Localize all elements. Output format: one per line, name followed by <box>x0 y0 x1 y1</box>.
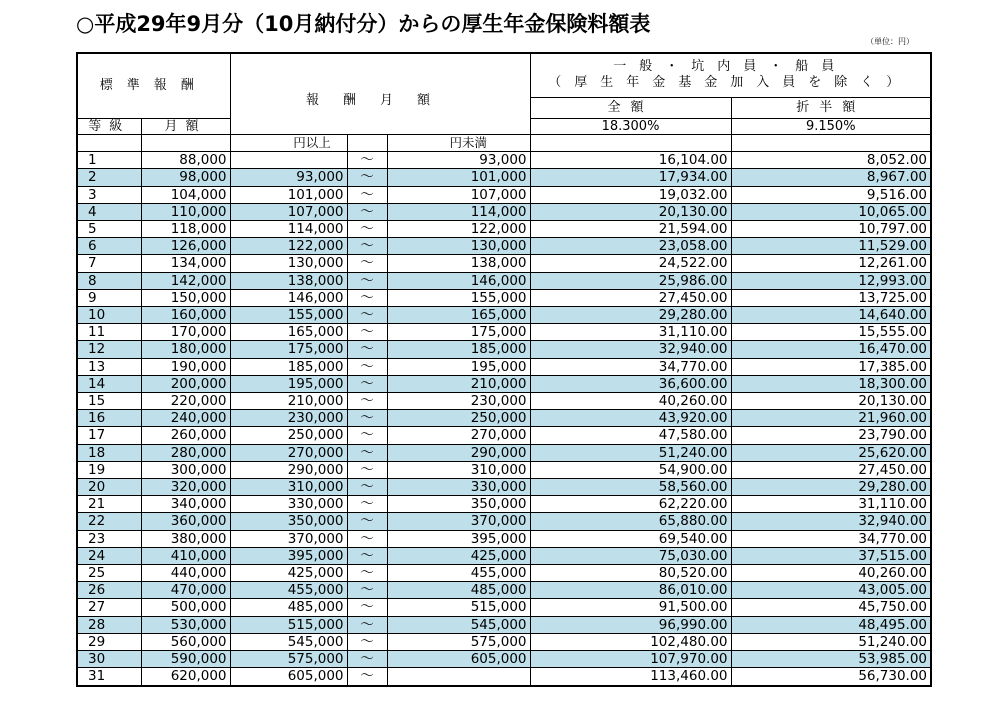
units-row <box>77 135 931 152</box>
full-premium-cell: 34,770.00 <box>530 358 731 375</box>
header-half: 折半額 <box>731 97 931 118</box>
full-premium-cell: 75,030.00 <box>530 547 731 564</box>
half-premium-cell: 45,750.00 <box>731 599 931 616</box>
tilde-cell: ～ <box>347 461 387 478</box>
full-premium-cell: 96,990.00 <box>530 616 731 633</box>
tilde-cell: ～ <box>347 547 387 564</box>
amount-cell: 560,000 <box>141 633 230 650</box>
half-premium-cell: 53,985.00 <box>731 651 931 668</box>
table-row <box>77 324 931 341</box>
amount-cell: 104,000 <box>141 186 230 203</box>
table-row <box>77 427 931 444</box>
units-full-blank <box>530 135 731 152</box>
grade-cell: 19 <box>77 461 141 478</box>
table-row <box>77 307 931 324</box>
tilde-cell: ～ <box>347 186 387 203</box>
header-category-line2: （厚生年金基金加入員を除く） <box>548 75 913 91</box>
upper-bound-cell: 545,000 <box>387 616 530 633</box>
grade-cell: 2 <box>77 169 141 186</box>
table-row <box>77 289 931 306</box>
header-monthly-range: 報酬月額 <box>230 53 530 135</box>
amount-cell: 380,000 <box>141 530 230 547</box>
table-row <box>77 599 931 616</box>
tilde-cell: ～ <box>347 530 387 547</box>
full-premium-cell: 43,920.00 <box>530 410 731 427</box>
amount-cell: 118,000 <box>141 221 230 238</box>
table-row <box>77 616 931 633</box>
upper-bound-cell: 93,000 <box>387 152 530 169</box>
tilde-cell: ～ <box>347 375 387 392</box>
full-premium-cell: 58,560.00 <box>530 479 731 496</box>
lower-bound-cell: 146,000 <box>230 289 347 306</box>
tilde-cell: ～ <box>347 203 387 220</box>
tilde-cell: ～ <box>347 479 387 496</box>
table-row <box>77 444 931 461</box>
page-title: ○平成29年9月分（10月納付分）からの厚生年金保険料額表 <box>76 12 651 36</box>
grade-cell: 16 <box>77 410 141 427</box>
lower-bound-cell: 165,000 <box>230 324 347 341</box>
header-half-rate: 9.150% <box>731 119 931 135</box>
grade-cell: 10 <box>77 307 141 324</box>
full-premium-cell: 25,986.00 <box>530 272 731 289</box>
table-row <box>77 461 931 478</box>
amount-cell: 240,000 <box>141 410 230 427</box>
half-premium-cell: 27,450.00 <box>731 461 931 478</box>
table-row <box>77 633 931 650</box>
lower-bound-cell: 515,000 <box>230 616 347 633</box>
half-premium-cell: 13,725.00 <box>731 289 931 306</box>
header-full: 全額 <box>530 97 731 118</box>
grade-cell: 8 <box>77 272 141 289</box>
upper-bound-cell: 101,000 <box>387 169 530 186</box>
upper-bound-cell: 605,000 <box>387 651 530 668</box>
table-row <box>77 496 931 513</box>
half-premium-cell: 8,052.00 <box>731 152 931 169</box>
upper-bound-cell: 146,000 <box>387 272 530 289</box>
grade-cell: 31 <box>77 668 141 686</box>
units-grade-blank <box>77 135 141 152</box>
amount-cell: 620,000 <box>141 668 230 686</box>
amount-cell: 260,000 <box>141 427 230 444</box>
grade-cell: 14 <box>77 375 141 392</box>
upper-bound-cell: 175,000 <box>387 324 530 341</box>
amount-cell: 410,000 <box>141 547 230 564</box>
tilde-cell: ～ <box>347 169 387 186</box>
grade-cell: 20 <box>77 479 141 496</box>
grade-cell: 24 <box>77 547 141 564</box>
table-row <box>77 582 931 599</box>
upper-bound-cell: 114,000 <box>387 203 530 220</box>
table-row <box>77 272 931 289</box>
upper-bound-cell: 290,000 <box>387 444 530 461</box>
full-premium-cell: 19,032.00 <box>530 186 731 203</box>
lower-bound-cell: 175,000 <box>230 341 347 358</box>
upper-bound-cell: 370,000 <box>387 513 530 530</box>
half-premium-cell: 18,300.00 <box>731 375 931 392</box>
tilde-cell: ～ <box>347 427 387 444</box>
amount-cell: 530,000 <box>141 616 230 633</box>
full-premium-cell: 113,460.00 <box>530 668 731 686</box>
lower-bound-cell: 310,000 <box>230 479 347 496</box>
upper-bound-cell: 165,000 <box>387 307 530 324</box>
amount-cell: 470,000 <box>141 582 230 599</box>
lower-bound-cell: 290,000 <box>230 461 347 478</box>
upper-unit-label: 円未満 <box>387 135 530 152</box>
table-row <box>77 668 931 686</box>
full-premium-cell: 102,480.00 <box>530 633 731 650</box>
upper-bound-cell: 130,000 <box>387 238 530 255</box>
full-premium-cell: 32,940.00 <box>530 341 731 358</box>
grade-cell: 12 <box>77 341 141 358</box>
units-amount-blank <box>141 135 230 152</box>
half-premium-cell: 48,495.00 <box>731 616 931 633</box>
amount-cell: 590,000 <box>141 651 230 668</box>
upper-bound-cell: 195,000 <box>387 358 530 375</box>
upper-bound-cell: 575,000 <box>387 633 530 650</box>
full-premium-cell: 20,130.00 <box>530 203 731 220</box>
full-premium-cell: 17,934.00 <box>530 169 731 186</box>
lower-bound-cell: 122,000 <box>230 238 347 255</box>
grade-cell: 5 <box>77 221 141 238</box>
table-row <box>77 203 931 220</box>
half-premium-cell: 43,005.00 <box>731 582 931 599</box>
tilde-cell: ～ <box>347 599 387 616</box>
tilde-cell: ～ <box>347 651 387 668</box>
tilde-cell: ～ <box>347 341 387 358</box>
grade-cell: 15 <box>77 393 141 410</box>
full-premium-cell: 40,260.00 <box>530 393 731 410</box>
grade-cell: 1 <box>77 152 141 169</box>
half-premium-cell: 12,993.00 <box>731 272 931 289</box>
tilde-cell: ～ <box>347 152 387 169</box>
upper-bound-cell: 138,000 <box>387 255 530 272</box>
upper-bound-cell: 395,000 <box>387 530 530 547</box>
half-premium-cell: 16,470.00 <box>731 341 931 358</box>
lower-bound-cell: 210,000 <box>230 393 347 410</box>
tilde-cell: ～ <box>347 513 387 530</box>
tilde-cell: ～ <box>347 393 387 410</box>
amount-cell: 88,000 <box>141 152 230 169</box>
lower-bound-cell: 350,000 <box>230 513 347 530</box>
lower-bound-cell: 101,000 <box>230 186 347 203</box>
lower-bound-cell: 575,000 <box>230 651 347 668</box>
full-premium-cell: 107,970.00 <box>530 651 731 668</box>
table-row <box>77 547 931 564</box>
tilde-cell: ～ <box>347 582 387 599</box>
amount-cell: 170,000 <box>141 324 230 341</box>
lower-bound-cell: 195,000 <box>230 375 347 392</box>
lower-bound-cell: 455,000 <box>230 582 347 599</box>
lower-bound-cell: 230,000 <box>230 410 347 427</box>
table-row <box>77 375 931 392</box>
full-premium-cell: 91,500.00 <box>530 599 731 616</box>
header-category <box>530 53 931 97</box>
half-premium-cell: 25,620.00 <box>731 444 931 461</box>
grade-cell: 23 <box>77 530 141 547</box>
full-premium-cell: 23,058.00 <box>530 238 731 255</box>
full-premium-cell: 47,580.00 <box>530 427 731 444</box>
grade-cell: 22 <box>77 513 141 530</box>
lower-bound-cell: 370,000 <box>230 530 347 547</box>
upper-bound-cell: 270,000 <box>387 427 530 444</box>
lower-bound-cell: 130,000 <box>230 255 347 272</box>
tilde-cell: ～ <box>347 565 387 582</box>
grade-cell: 13 <box>77 358 141 375</box>
tilde-cell: ～ <box>347 272 387 289</box>
upper-bound-cell: 107,000 <box>387 186 530 203</box>
amount-cell: 340,000 <box>141 496 230 513</box>
grade-cell: 3 <box>77 186 141 203</box>
half-premium-cell: 29,280.00 <box>731 479 931 496</box>
lower-bound-cell: 270,000 <box>230 444 347 461</box>
lower-bound-cell: 330,000 <box>230 496 347 513</box>
tilde-cell: ～ <box>347 255 387 272</box>
amount-cell: 300,000 <box>141 461 230 478</box>
units-tilde-blank <box>347 135 387 152</box>
table-row <box>77 393 931 410</box>
upper-bound-cell: 455,000 <box>387 565 530 582</box>
upper-bound-cell: 310,000 <box>387 461 530 478</box>
table-row <box>77 565 931 582</box>
grade-cell: 4 <box>77 203 141 220</box>
full-premium-cell: 54,900.00 <box>530 461 731 478</box>
grade-cell: 27 <box>77 599 141 616</box>
half-premium-cell: 31,110.00 <box>731 496 931 513</box>
half-premium-cell: 15,555.00 <box>731 324 931 341</box>
amount-cell: 440,000 <box>141 565 230 582</box>
full-premium-cell: 29,280.00 <box>530 307 731 324</box>
lower-bound-cell: 93,000 <box>230 169 347 186</box>
half-premium-cell: 51,240.00 <box>731 633 931 650</box>
lower-bound-cell: 155,000 <box>230 307 347 324</box>
table-row <box>77 513 931 530</box>
half-premium-cell: 21,960.00 <box>731 410 931 427</box>
table-row <box>77 152 931 169</box>
grade-cell: 21 <box>77 496 141 513</box>
upper-bound-cell: 350,000 <box>387 496 530 513</box>
full-premium-cell: 80,520.00 <box>530 565 731 582</box>
half-premium-cell: 8,967.00 <box>731 169 931 186</box>
half-premium-cell: 20,130.00 <box>731 393 931 410</box>
tilde-cell: ～ <box>347 633 387 650</box>
upper-bound-cell: 250,000 <box>387 410 530 427</box>
half-premium-cell: 10,065.00 <box>731 203 931 220</box>
lower-bound-cell: 605,000 <box>230 668 347 686</box>
lower-bound-cell: 395,000 <box>230 547 347 564</box>
unit-label: （単位：円） <box>866 37 914 46</box>
lower-bound-cell: 107,000 <box>230 203 347 220</box>
full-premium-cell: 51,240.00 <box>530 444 731 461</box>
full-premium-cell: 69,540.00 <box>530 530 731 547</box>
table-row <box>77 238 931 255</box>
amount-cell: 200,000 <box>141 375 230 392</box>
table-row <box>77 221 931 238</box>
grade-cell: 7 <box>77 255 141 272</box>
tilde-cell: ～ <box>347 221 387 238</box>
tilde-cell: ～ <box>347 444 387 461</box>
lower-bound-cell: 545,000 <box>230 633 347 650</box>
tilde-cell: ～ <box>347 668 387 686</box>
full-premium-cell: 16,104.00 <box>530 152 731 169</box>
table-row <box>77 651 931 668</box>
amount-cell: 110,000 <box>141 203 230 220</box>
amount-cell: 360,000 <box>141 513 230 530</box>
half-premium-cell: 14,640.00 <box>731 307 931 324</box>
amount-cell: 220,000 <box>141 393 230 410</box>
tilde-cell: ～ <box>347 289 387 306</box>
amount-cell: 320,000 <box>141 479 230 496</box>
full-premium-cell: 65,880.00 <box>530 513 731 530</box>
table-row <box>77 169 931 186</box>
header-amount: 月額 <box>141 119 230 135</box>
lower-bound-cell: 185,000 <box>230 358 347 375</box>
amount-cell: 180,000 <box>141 341 230 358</box>
upper-bound-cell: 230,000 <box>387 393 530 410</box>
table-row <box>77 358 931 375</box>
tilde-cell: ～ <box>347 238 387 255</box>
lower-bound-cell: 250,000 <box>230 427 347 444</box>
upper-bound-cell <box>387 668 530 686</box>
table-row <box>77 410 931 427</box>
upper-bound-cell: 122,000 <box>387 221 530 238</box>
upper-bound-cell: 330,000 <box>387 479 530 496</box>
half-premium-cell: 34,770.00 <box>731 530 931 547</box>
grade-cell: 18 <box>77 444 141 461</box>
grade-cell: 17 <box>77 427 141 444</box>
upper-bound-cell: 210,000 <box>387 375 530 392</box>
tilde-cell: ～ <box>347 496 387 513</box>
premium-table-container <box>76 52 930 687</box>
grade-cell: 25 <box>77 565 141 582</box>
full-premium-cell: 24,522.00 <box>530 255 731 272</box>
lower-bound-cell <box>230 152 347 169</box>
tilde-cell: ～ <box>347 410 387 427</box>
lower-bound-cell: 138,000 <box>230 272 347 289</box>
header-full-rate: 18.300% <box>530 119 731 135</box>
amount-cell: 98,000 <box>141 169 230 186</box>
table-row <box>77 186 931 203</box>
half-premium-cell: 11,529.00 <box>731 238 931 255</box>
table-row <box>77 255 931 272</box>
full-premium-cell: 36,600.00 <box>530 375 731 392</box>
half-premium-cell: 56,730.00 <box>731 668 931 686</box>
amount-cell: 280,000 <box>141 444 230 461</box>
upper-bound-cell: 515,000 <box>387 599 530 616</box>
amount-cell: 150,000 <box>141 289 230 306</box>
lower-bound-cell: 485,000 <box>230 599 347 616</box>
amount-cell: 500,000 <box>141 599 230 616</box>
full-premium-cell: 86,010.00 <box>530 582 731 599</box>
amount-cell: 190,000 <box>141 358 230 375</box>
tilde-cell: ～ <box>347 307 387 324</box>
full-premium-cell: 21,594.00 <box>530 221 731 238</box>
amount-cell: 142,000 <box>141 272 230 289</box>
tilde-cell: ～ <box>347 616 387 633</box>
grade-cell: 11 <box>77 324 141 341</box>
full-premium-cell: 31,110.00 <box>530 324 731 341</box>
header-standard: 標準報酬 <box>77 53 230 119</box>
half-premium-cell: 23,790.00 <box>731 427 931 444</box>
table-row <box>77 479 931 496</box>
half-premium-cell: 12,261.00 <box>731 255 931 272</box>
premium-table <box>76 52 932 687</box>
half-premium-cell: 32,940.00 <box>731 513 931 530</box>
grade-cell: 30 <box>77 651 141 668</box>
amount-cell: 134,000 <box>141 255 230 272</box>
tilde-cell: ～ <box>347 324 387 341</box>
tilde-cell: ～ <box>347 358 387 375</box>
table-row <box>77 341 931 358</box>
full-premium-cell: 62,220.00 <box>530 496 731 513</box>
amount-cell: 160,000 <box>141 307 230 324</box>
lower-bound-cell: 425,000 <box>230 565 347 582</box>
half-premium-cell: 40,260.00 <box>731 565 931 582</box>
half-premium-cell: 17,385.00 <box>731 358 931 375</box>
full-premium-cell: 27,450.00 <box>530 289 731 306</box>
lower-bound-cell: 114,000 <box>230 221 347 238</box>
grade-cell: 26 <box>77 582 141 599</box>
half-premium-cell: 37,515.00 <box>731 547 931 564</box>
lower-unit-label: 円以上 <box>230 135 347 152</box>
header-grade: 等級 <box>77 119 141 135</box>
upper-bound-cell: 155,000 <box>387 289 530 306</box>
upper-bound-cell: 485,000 <box>387 582 530 599</box>
grade-cell: 6 <box>77 238 141 255</box>
header-category-line1: 一般・坑内員・船員 <box>613 59 848 75</box>
units-half-blank <box>731 135 931 152</box>
upper-bound-cell: 185,000 <box>387 341 530 358</box>
amount-cell: 126,000 <box>141 238 230 255</box>
grade-cell: 28 <box>77 616 141 633</box>
half-premium-cell: 9,516.00 <box>731 186 931 203</box>
table-row <box>77 530 931 547</box>
grade-cell: 9 <box>77 289 141 306</box>
grade-cell: 29 <box>77 633 141 650</box>
half-premium-cell: 10,797.00 <box>731 221 931 238</box>
upper-bound-cell: 425,000 <box>387 547 530 564</box>
